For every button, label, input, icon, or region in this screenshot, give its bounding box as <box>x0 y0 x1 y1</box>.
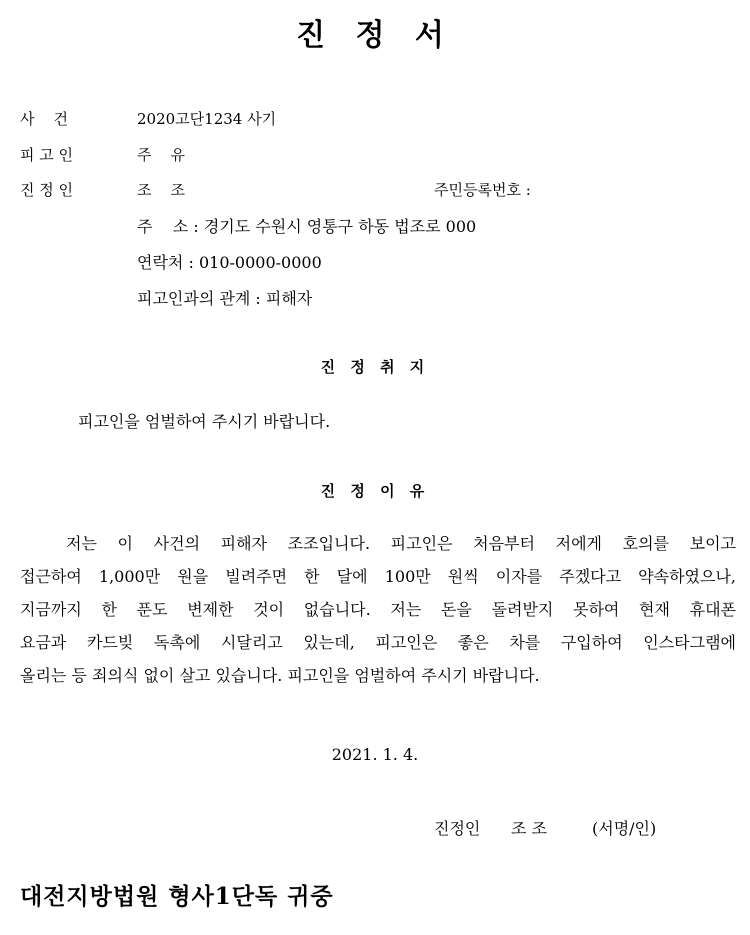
case-value: 2020고단1234 사기 <box>137 110 277 128</box>
reason-heading: 진 정 이 유 <box>320 482 430 500</box>
defendant-label: 피 고 인 <box>20 146 74 164</box>
contact-label: 연락처 : <box>137 253 194 272</box>
relation-row <box>137 286 312 309</box>
reason-paragraph <box>20 527 736 692</box>
signature-mark: (서명/인) <box>592 819 657 838</box>
relation-value: 피해자 <box>265 289 313 308</box>
document-title: 진 정 서 <box>296 18 454 53</box>
reason-line: 접근하여 1,000만 원을 빌려주면 한 달에 100만 원씩 이자를 주겠다고 약속하였으나, <box>20 567 736 586</box>
defendant-value: 주 유 <box>137 146 186 164</box>
contact-value: 010-0000-0000 <box>198 253 322 272</box>
relation-label: 피고인과의 관계 : <box>137 289 261 308</box>
court-addressee: 대전지방법원 형사1단독 귀중 <box>20 883 334 910</box>
address-row <box>137 214 476 237</box>
purpose-text: 피고인을 엄벌하여 주시기 바랍니다. <box>78 412 331 431</box>
document-date: 2021. 1. 4. <box>331 745 419 764</box>
reason-line: 저는 이 사건의 피해자 조조입니다. 피고인은 처음부터 저에게 호의를 보이고 <box>66 534 736 553</box>
petitioner-label: 진 정 인 <box>20 181 74 199</box>
reason-line: 요금과 카드빚 독촉에 시달리고 있는데, 피고인은 좋은 차를 구입하여 인스타그램에 <box>20 633 736 652</box>
purpose-heading: 진 정 취 지 <box>320 358 430 376</box>
reason-line: 올리는 등 죄의식 없이 살고 있습니다. 피고인을 엄벌하여 주시기 바랍니다. <box>20 666 540 685</box>
signature-name: 조 조 <box>511 819 547 838</box>
reason-line: 지금까지 한 푼도 변제한 것이 없습니다. 저는 돈을 돌려받지 못하여 현재 휴대폰 <box>20 600 736 619</box>
rrn-label: 주민등록번호 : <box>434 181 531 199</box>
petitioner-value: 조 조 <box>137 181 186 199</box>
address-value: 경기도 수원시 영통구 하동 법조로 000 <box>203 217 477 236</box>
signature-label: 진정인 <box>434 819 481 838</box>
address-label: 주 소 : <box>137 217 199 236</box>
case-label: 사 건 <box>20 110 69 128</box>
contact-row <box>137 250 322 273</box>
